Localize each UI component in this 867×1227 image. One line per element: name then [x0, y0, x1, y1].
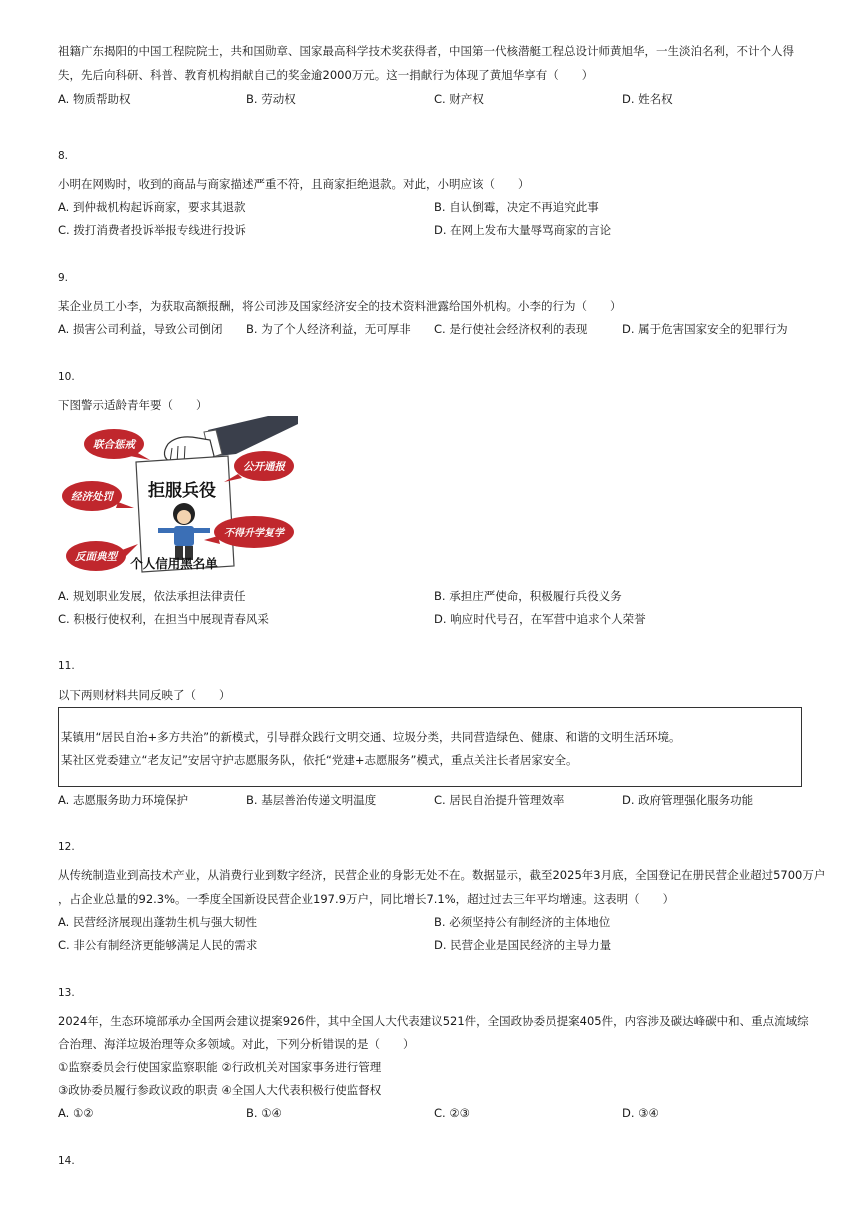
q8-option-c: C. 拨打消费者投诉举报专线进行投诉 [58, 223, 246, 237]
q10-stem: 下图警示适龄青年要（ ） [58, 398, 208, 412]
q8-option-a: A. 到仲裁机构起诉商家，要求其退款 [58, 200, 246, 214]
q13-option-d: D. ③④ [622, 1106, 659, 1120]
q10-option-d: D. 响应时代号召，在军营中追求个人荣誉 [434, 612, 646, 626]
bubble-joint-punishment [84, 429, 150, 460]
svg-text:经济处罚: 经济处罚 [71, 491, 113, 503]
q11-option-b: B. 基层善治传递文明温度 [246, 793, 377, 807]
bubble-economic-penalty [62, 481, 134, 511]
q11-material-box [58, 707, 802, 787]
q13-stem-line3: ①监察委员会行使国家监察职能 ②行政机关对国家事务进行管理 [58, 1060, 382, 1074]
q8-option-d: D. 在网上发布大量辱骂商家的言论 [434, 223, 612, 237]
q13-stem-line4: ③政协委员履行参政议政的职责 ④全国人大代表积极行使监督权 [58, 1083, 382, 1097]
q9-stem: 某企业员工小李，为获取高额报酬，将公司涉及国家经济安全的技术资料泄露给国外机构。小李的行为（ ） [58, 299, 622, 313]
q11-stem: 以下两则材料共同反映了（ ） [58, 688, 231, 702]
svg-text:公开通报: 公开通报 [243, 461, 285, 473]
bubble-negative-example [66, 541, 138, 571]
svg-text:反面典型: 反面典型 [75, 551, 117, 563]
q9-option-b: B. 为了个人经济利益，无可厚非 [246, 322, 411, 336]
q12-number: 12. [58, 841, 75, 853]
q8-option-b: B. 自认倒霉，决定不再追究此事 [434, 200, 599, 214]
q11-material-line2: 某社区党委建立“老友记”安居守护志愿服务队，依托“党建+志愿服务”模式，重点关注长者居家安全。 [61, 753, 578, 767]
q10-option-b: B. 承担庄严使命，积极履行兵役义务 [434, 589, 622, 603]
q11-option-a: A. 志愿服务助力环境保护 [58, 793, 188, 807]
q11-material-line1: 某镇用“居民自治+多方共治”的新模式，引导群众践行文明交通、垃圾分类，共同营造绿色、健康、和谐的文明生活环境。 [61, 730, 681, 744]
q11-option-d: D. 政府管理强化服务功能 [622, 793, 754, 807]
q7-option-b: B. 劳动权 [246, 92, 296, 106]
q13-option-b: B. ①④ [246, 1106, 282, 1120]
q13-stem-line2: 合治理、海洋垃圾治理等众多领域。对此，下列分析错误的是（ ） [58, 1037, 415, 1051]
q10-number: 10. [58, 371, 75, 383]
bubble-public-notice [224, 451, 294, 482]
q13-option-c: C. ②③ [434, 1106, 470, 1120]
q11-option-c: C. 居民自治提升管理效率 [434, 793, 565, 807]
q8-stem: 小明在网购时，收到的商品与商家描述严重不符，且商家拒绝退款。对此，小明应该（ ） [58, 177, 530, 191]
q7-stem-line1: 祖籍广东揭阳的中国工程院院士，共和国勋章、国家最高科学技术奖获得者，中国第一代核潜艇工程总设计师黄旭华，一生淡泊名利，不计个人得 [58, 44, 794, 58]
q11-number: 11. [58, 660, 75, 672]
q7-option-a: A. 物质帮助权 [58, 92, 131, 106]
q12-option-b: B. 必须坚持公有制经济的主体地位 [434, 915, 611, 929]
q7-stem-line2: 失，先后向科研、科普、教育机构捐献自己的奖金逾2000万元。这一捐献行为体现了黄旭华享有（ ） [58, 68, 594, 82]
svg-text:联合惩戒: 联合惩戒 [93, 439, 135, 451]
q14-number: 14. [58, 1155, 75, 1167]
q10-option-a: A. 规划职业发展，依法承担法律责任 [58, 589, 246, 603]
poster-banner: 个人信用黑名单 [130, 556, 218, 571]
poster-title: 拒服兵役 [148, 481, 216, 501]
q12-option-c: C. 非公有制经济更能够满足人民的需求 [58, 938, 258, 952]
svg-text:不得升学复学: 不得升学复学 [224, 528, 284, 539]
q9-option-a: A. 损害公司利益，导致公司倒闭 [58, 322, 223, 336]
q13-number: 13. [58, 987, 75, 999]
q12-stem-line2: ，占企业总量的92.3%。一季度全国新设民营企业197.9万户，同比增长7.1%，超过过去三年平均增速。这表明（ ） [58, 892, 675, 906]
q12-option-d: D. 民营企业是国民经济的主导力量 [434, 938, 612, 952]
q7-option-c: C. 财产权 [434, 92, 484, 106]
q13-stem-line1: 2024年，生态环境部承办全国两会建议提案926件，其中全国人大代表建议521件，全国政协委员提案405件，内容涉及碳达峰碳中和、重点流域综 [58, 1014, 809, 1028]
q12-option-a: A. 民营经济展现出蓬勃生机与强大韧性 [58, 915, 257, 929]
q9-option-d: D. 属于危害国家安全的犯罪行为 [622, 322, 788, 336]
q9-option-c: C. 是行使社会经济权利的表现 [434, 322, 588, 336]
q13-option-a: A. ①② [58, 1106, 94, 1120]
q7-option-d: D. 姓名权 [622, 92, 673, 106]
q9-number: 9. [58, 272, 69, 284]
q10-option-c: C. 积极行使权利，在担当中展现青春风采 [58, 612, 269, 626]
q12-stem-line1: 从传统制造业到高技术产业，从消费行业到数字经济，民营企业的身影无处不在。数据显示，截至2025年3月底，全国登记在册民营企业超过5700万户 [58, 868, 826, 882]
q10-poster-image [58, 416, 298, 584]
q8-number: 8. [58, 150, 69, 162]
